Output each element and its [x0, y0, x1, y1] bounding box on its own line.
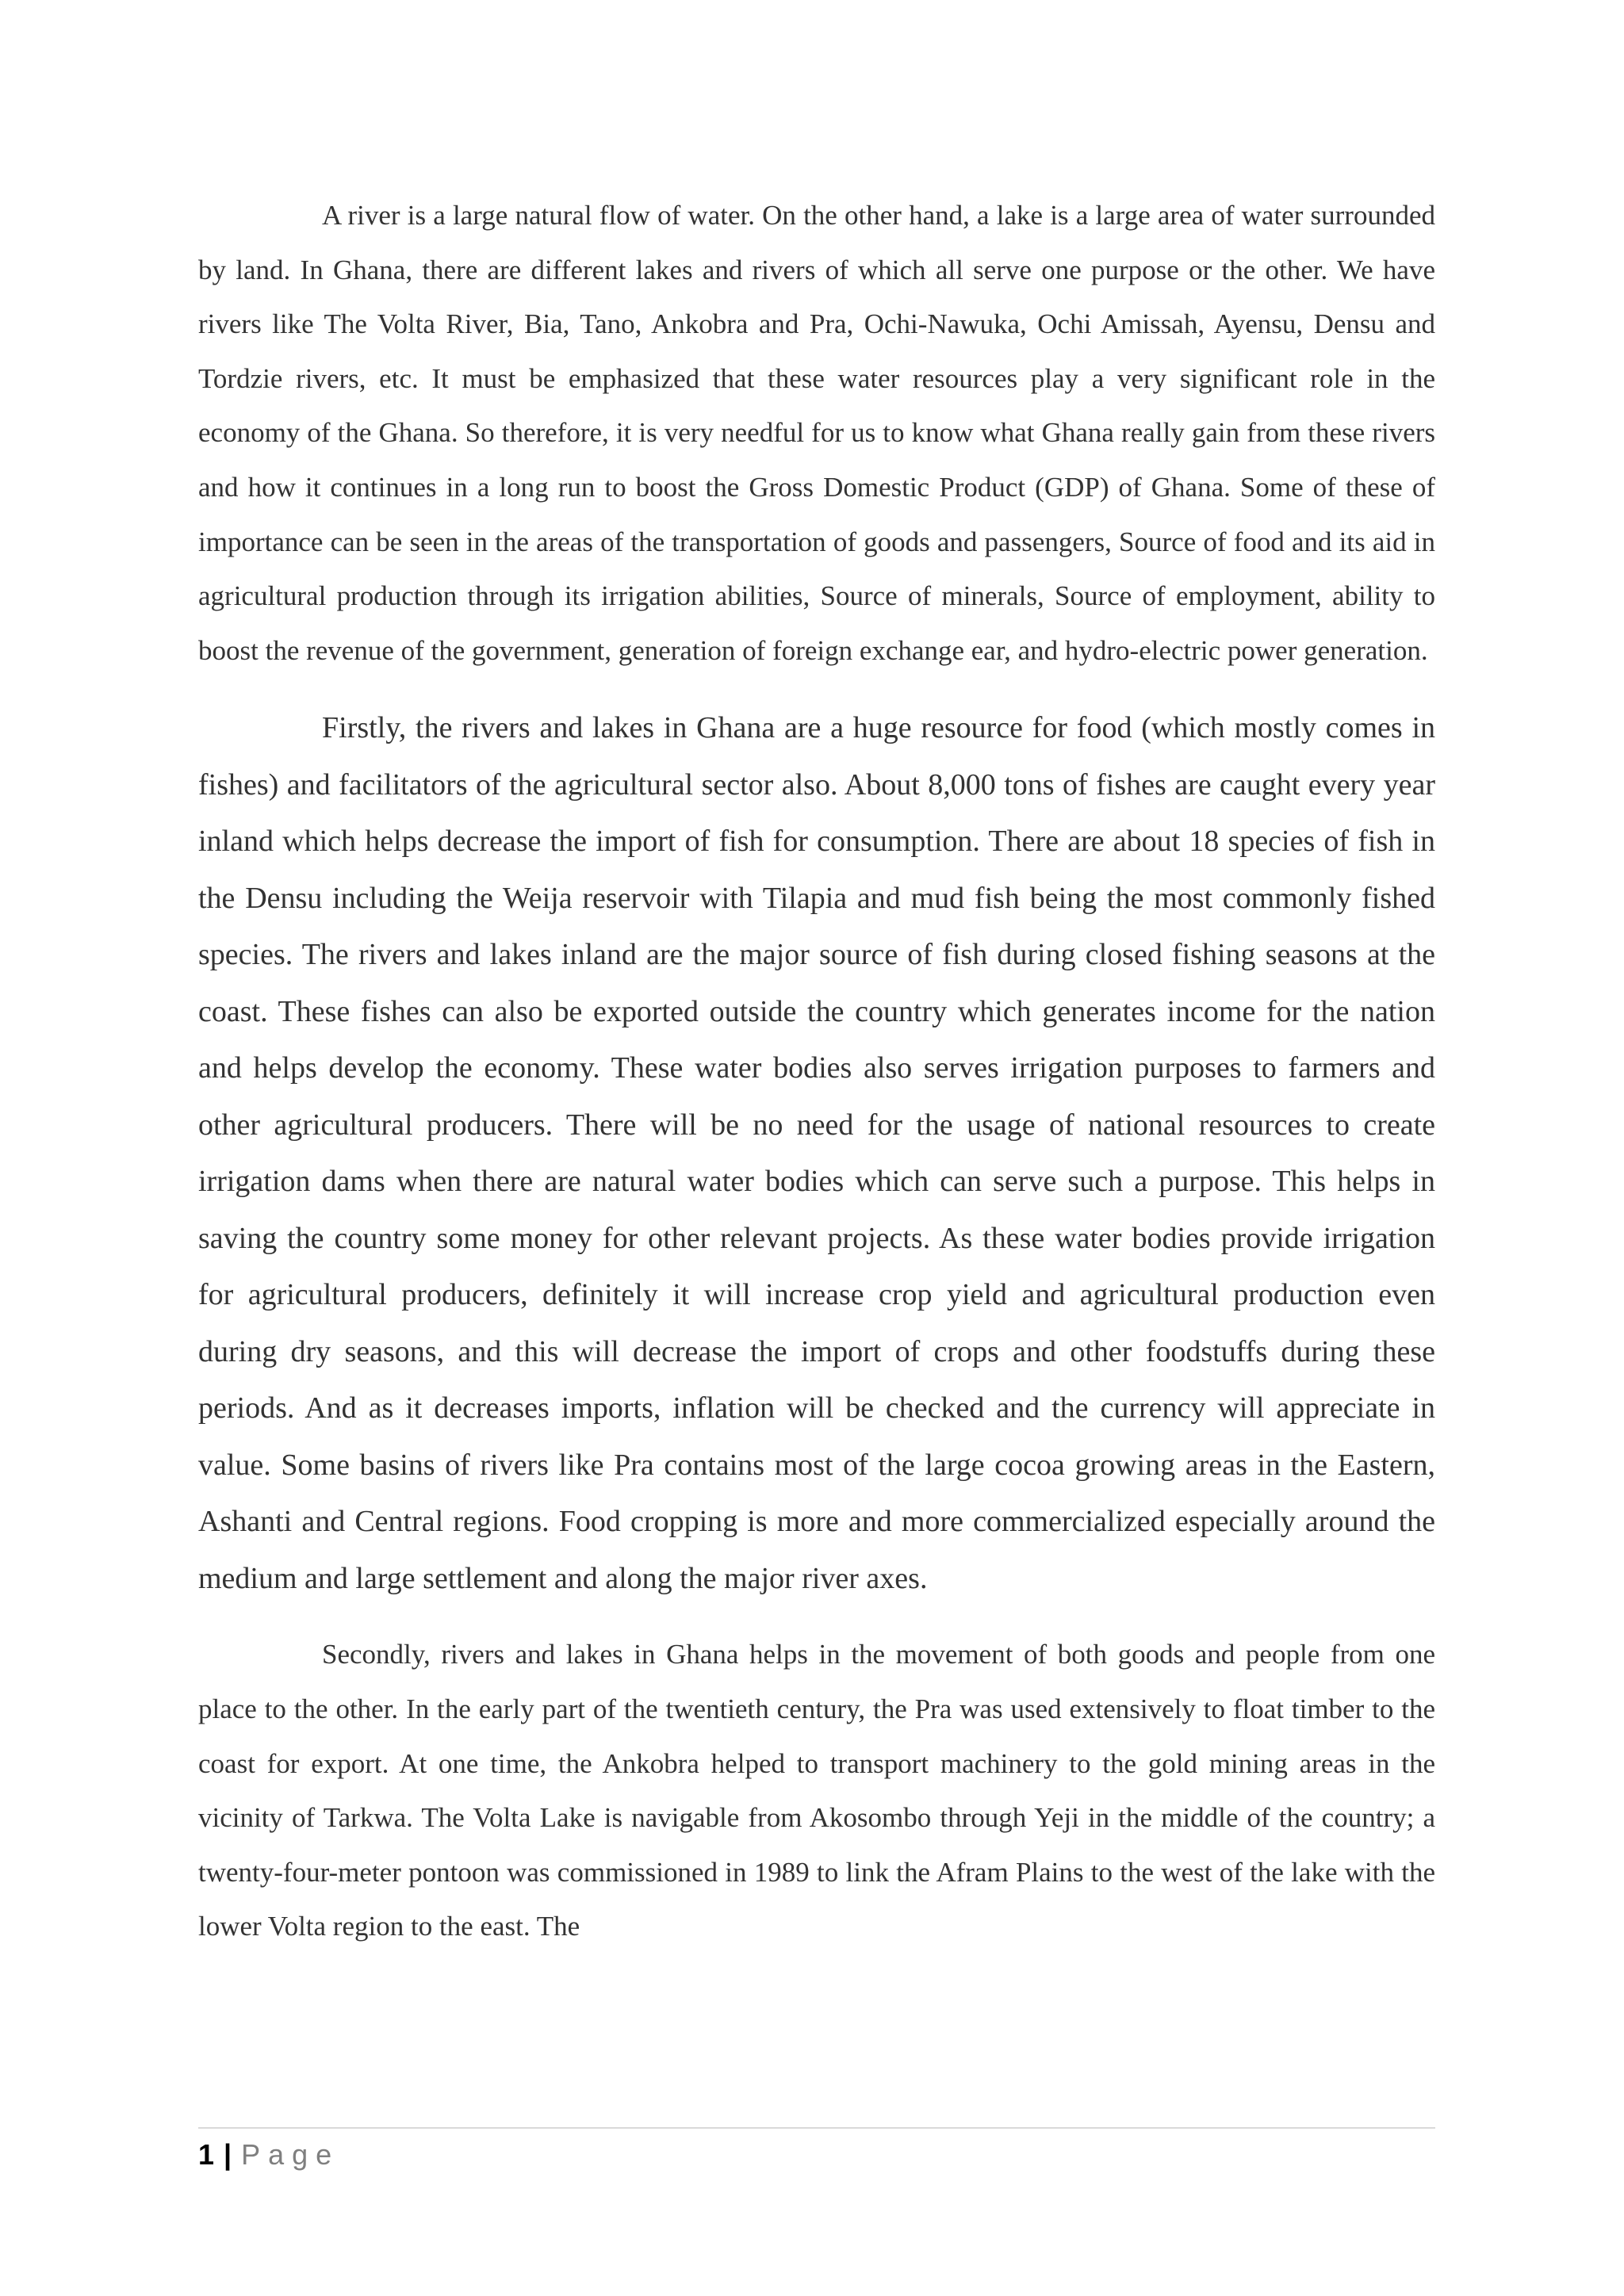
paragraph-food-agriculture: Firstly, the rivers and lakes in Ghana are a huge resource for food (which mostly comes in fishes) and facilitators of the agricultural sector also. About 8,000 tons of fishes are caught every year inland which helps decrease the import of fish for consumption. There are about 18 species of fish in the Densu including the Weija reservoir with Tilapia and mud fish being the most commonly fished species. The rivers and lakes inland are the major source of fish during closed fishing seasons at the coast. These fishes can also be exported outside the country which generates income for the nation and helps develop the economy. These water bodies also serves irrigation purposes to farmers and other agricultural producers. There will be no need for the usage of national resources to create irrigation dams when there are natural water bodies which can serve such a purpose. This helps in saving the country some money for other relevant projects. As these water bodies provide irrigation for agricultural producers, definitely it will increase crop yield and agricultural production even during dry seasons, and this will decrease the import of crops and other foodstuffs during these periods. And as it decreases imports, inflation will be checked and the currency will appreciate in value. Some basins of rivers like Pra contains most of the large cocoa growing areas in the Eastern, Ashanti and Central regions. Food cropping is more and more commercialized especially around the medium and large settlement and along the major river axes.: [198, 711, 1435, 1595]
document-body: [198, 189, 1435, 1976]
paragraph-transportation: Secondly, rivers and lakes in Ghana helps in the movement of both goods and people from one place to the other. In the early part of the twentieth century, the Pra was used extensively to float timber to the coast for export. At one time, the Ankobra helped to transport machinery to the gold mining areas in the vicinity of Tarkwa. The Volta Lake is navigable from Akosombo through Yeji in the middle of the country; a twenty-four-meter pontoon was commissioned in 1989 to link the Afram Plains to the west of the lake with the lower Volta region to the east. The: [198, 1639, 1435, 1942]
paragraph-intro: A river is a large natural flow of water. On the other hand, a lake is a large area of water surrounded by land. In Ghana, there are different lakes and rivers of which all serve one purpose or the other. We have rivers like The Volta River, Bia, Tano, Ankobra and Pra, Ochi-Nawuka, Ochi Amissah, Ayensu, Densu and Tordzie rivers, etc. It must be emphasized that these water resources play a very significant role in the economy of the Ghana. So therefore, it is very needful for us to know what Ghana really gain from these rivers and how it continues in a long run to boost the Gross Domestic Product (GDP) of Ghana. Some of these of importance can be seen in the areas of the transportation of goods and passengers, Source of food and its aid in agricultural production through its irrigation abilities, Source of minerals, Source of employment, ability to boost the revenue of the government, generation of foreign exchange ear, and hydro-electric power generation.: [198, 200, 1435, 666]
page-footer: [198, 2131, 339, 2179]
footer-divider: [198, 2127, 1435, 2129]
page-label: Page: [241, 2138, 340, 2171]
page-number: 1: [198, 2138, 215, 2171]
page-separator: |: [224, 2138, 232, 2171]
